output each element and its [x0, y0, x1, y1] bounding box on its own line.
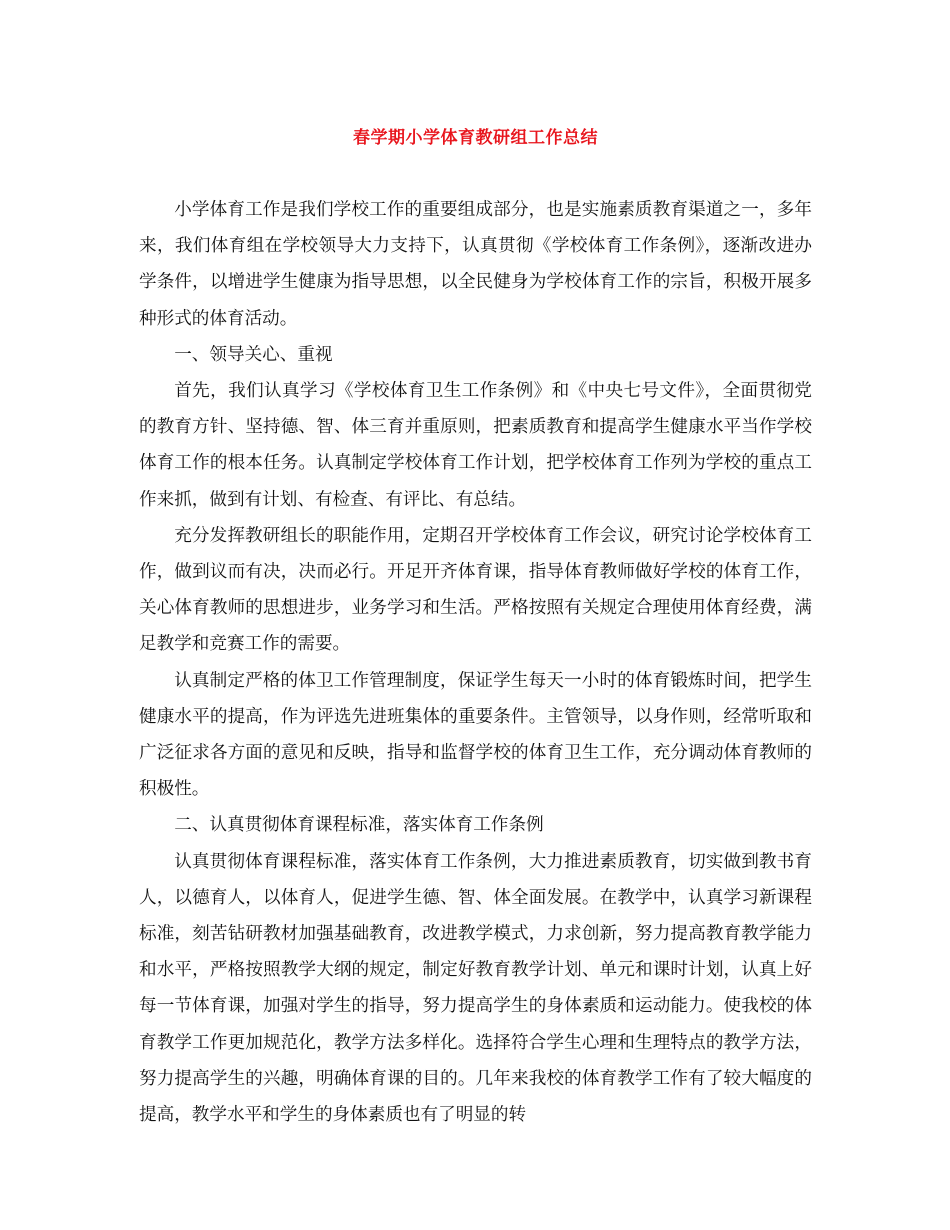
document-body	[139, 192, 812, 1133]
body-paragraph: 首先，我们认真学习《学校体育卫生工作条例》和《中央七号文件》，全面贯彻党的教育方针、坚持德、智、体三育并重原则，把素质教育和提高学生健康水平当作学校体育工作的根本任务。认真制定学校体育工作计划，把学校体育工作列为学校的重点工作来抓，做到有计划、有检查、有评比、有总结。	[139, 381, 812, 510]
intro-paragraph: 小学体育工作是我们学校工作的重要组成部分，也是实施素质教育渠道之一，多年来，我们体育组在学校领导大力支持下，认真贯彻《学校体育工作条例》，逐渐改进办学条件，以增进学生健康为指导思想，以全民健身为学校体育工作的宗旨，积极开展多种形式的体育活动。	[139, 200, 812, 329]
section-heading-2: 二、认真贯彻体育课程标准，落实体育工作条例	[174, 815, 544, 836]
body-paragraph: 充分发挥教研组长的职能作用，定期召开学校体育工作会议，研究讨论学校体育工作，做到议而有决，决而必行。开足开齐体育课，指导体育教师做好学校的体育工作，关心体育教师的思想进步，业务学习和生活。严格按照有关规定合理使用体育经费，满足教学和竞赛工作的需要。	[139, 525, 812, 655]
document-title: 春学期小学体育教研组工作总结	[353, 128, 598, 148]
body-paragraph: 认真贯彻体育课程标准，落实体育工作条例，大力推进素质教育，切实做到教书育人，以德育人，以体育人，促进学生德、智、体全面发展。在教学中，认真学习新课程标准，刻苦钻研教材加强基础教育，改进教学模式，力求创新，努力提高教育教学能力和水平，严格按照教学大纲的规定，制定好教育教学计划、单元和课时计划，认真上好每一节体育课，加强对学生的指导，努力提高学生的身体素质和运动能力。使我校的体育教学工作更加规范化，教学方法多样化。选择符合学生心理和生理特点的教学方法，努力提高学生的兴趣，明确体育课的目的。几年来我校的体育教学工作有了较大幅度的提高，教学水平和学生的身体素质也有了明显的转	[139, 851, 812, 1126]
body-paragraph: 认真制定严格的体卫工作管理制度，保证学生每天一小时的体育锻炼时间，把学生健康水平的提高，作为评选先进班集体的重要条件。主管领导，以身作则，经常听取和广泛征求各方面的意见和反映，指导和监督学校的体育卫生工作，充分调动体育教师的积极性。	[139, 670, 812, 800]
section-heading-1: 一、领导关心、重视	[174, 344, 333, 365]
